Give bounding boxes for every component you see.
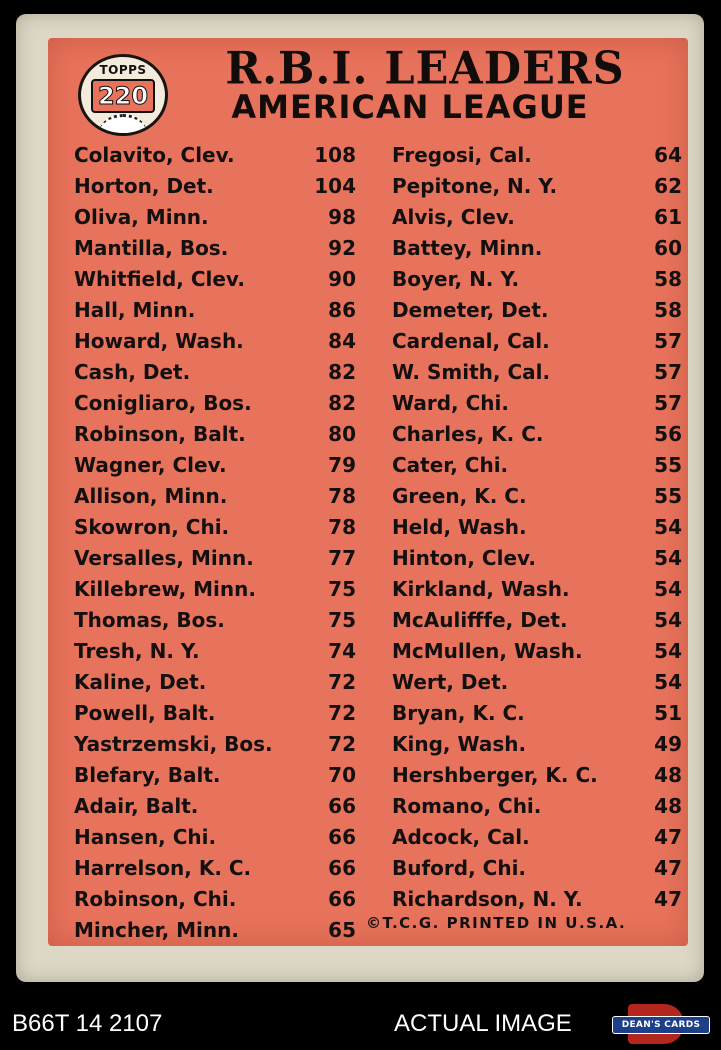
player-name: Howard, Wash. [74, 329, 244, 353]
player-name: Richardson, N. Y. [392, 887, 583, 911]
player-name: Allison, Minn. [74, 484, 228, 508]
player-name: Mincher, Minn. [74, 918, 239, 942]
rbi-value: 80 [328, 422, 356, 446]
leader-row [74, 605, 356, 636]
rbi-value: 90 [328, 267, 356, 291]
rbi-value: 62 [654, 174, 682, 198]
player-name: Versalles, Minn. [74, 546, 254, 570]
leader-row [74, 698, 356, 729]
rbi-value: 56 [654, 422, 682, 446]
player-name: Tresh, N. Y. [74, 639, 200, 663]
rbi-value: 47 [654, 825, 682, 849]
player-name: Powell, Balt. [74, 701, 216, 725]
deans-cards-logo [612, 1004, 708, 1044]
leader-row [74, 140, 356, 171]
player-name: Romano, Chi. [392, 794, 542, 818]
player-name: Colavito, Clev. [74, 143, 235, 167]
player-name: Killebrew, Minn. [74, 577, 256, 601]
leader-row [392, 202, 682, 233]
rbi-value: 47 [654, 856, 682, 880]
player-name: McAulifffe, Det. [392, 608, 568, 632]
player-name: McMullen, Wash. [392, 639, 583, 663]
player-name: Ward, Chi. [392, 391, 509, 415]
rbi-value: 54 [654, 608, 682, 632]
leader-row [392, 853, 682, 884]
rbi-value: 66 [328, 887, 356, 911]
rbi-value: 92 [328, 236, 356, 260]
leader-row [74, 264, 356, 295]
rbi-value: 54 [654, 546, 682, 570]
rbi-value: 79 [328, 453, 356, 477]
leader-row [392, 574, 682, 605]
leader-row [74, 357, 356, 388]
player-name: Alvis, Clev. [392, 205, 515, 229]
rbi-value: 57 [654, 391, 682, 415]
leader-row [392, 264, 682, 295]
player-name: Harrelson, K. C. [74, 856, 252, 880]
player-name: Hall, Minn. [74, 298, 196, 322]
leader-row [74, 326, 356, 357]
rbi-value: 104 [314, 174, 356, 198]
rbi-value: 51 [654, 701, 682, 725]
leader-row [392, 636, 682, 667]
rbi-value: 49 [654, 732, 682, 756]
card-number: 220 [91, 79, 155, 113]
rbi-value: 108 [314, 143, 356, 167]
player-name: Wert, Det. [392, 670, 509, 694]
rbi-value: 57 [654, 329, 682, 353]
rbi-value: 98 [328, 205, 356, 229]
player-name: Hershberger, K. C. [392, 763, 598, 787]
leader-row [392, 884, 682, 915]
leader-row [392, 295, 682, 326]
rbi-value: 57 [654, 360, 682, 384]
rbi-value: 82 [328, 360, 356, 384]
player-name: Skowron, Chi. [74, 515, 230, 539]
leader-row [74, 853, 356, 884]
leader-row [392, 140, 682, 171]
player-name: Adair, Balt. [74, 794, 199, 818]
rbi-value: 74 [328, 639, 356, 663]
leader-row [392, 760, 682, 791]
rbi-value: 54 [654, 515, 682, 539]
player-name: Fregosi, Cal. [392, 143, 532, 167]
player-name: Whitfield, Clev. [74, 267, 245, 291]
rbi-value: 66 [328, 856, 356, 880]
leader-row [392, 481, 682, 512]
left-leaders-list [74, 140, 356, 946]
leader-row [74, 574, 356, 605]
player-name: Hinton, Clev. [392, 546, 537, 570]
player-name: Wagner, Clev. [74, 453, 227, 477]
rbi-value: 64 [654, 143, 682, 167]
leader-row [392, 698, 682, 729]
card-number-badge [78, 54, 168, 136]
leader-row [392, 419, 682, 450]
player-name: Blefary, Balt. [74, 763, 221, 787]
player-name: Demeter, Det. [392, 298, 549, 322]
rbi-value: 86 [328, 298, 356, 322]
leader-row [74, 543, 356, 574]
player-name: Adcock, Cal. [392, 825, 530, 849]
leader-row [74, 760, 356, 791]
rbi-value: 55 [654, 453, 682, 477]
leader-row [392, 171, 682, 202]
right-leaders-list [392, 140, 682, 915]
leader-row [74, 450, 356, 481]
player-name: Cater, Chi. [392, 453, 509, 477]
rbi-value: 54 [654, 577, 682, 601]
player-name: W. Smith, Cal. [392, 360, 551, 384]
player-name: Horton, Det. [74, 174, 214, 198]
rbi-value: 70 [328, 763, 356, 787]
player-name: Pepitone, N. Y. [392, 174, 558, 198]
brand-label: TOPPS [99, 63, 147, 77]
rbi-value: 75 [328, 577, 356, 601]
player-name: Cash, Det. [74, 360, 191, 384]
rbi-value: 66 [328, 794, 356, 818]
player-name: Conigliaro, Bos. [74, 391, 252, 415]
leader-row [392, 512, 682, 543]
player-name: Kirkland, Wash. [392, 577, 570, 601]
rbi-value: 72 [328, 701, 356, 725]
rbi-value: 60 [654, 236, 682, 260]
player-name: Held, Wash. [392, 515, 527, 539]
player-name: Cardenal, Cal. [392, 329, 550, 353]
leader-row [392, 388, 682, 419]
leader-row [74, 667, 356, 698]
leader-row [392, 667, 682, 698]
leader-row [74, 822, 356, 853]
card-subtitle: AMERICAN LEAGUE [231, 88, 589, 126]
player-name: Boyer, N. Y. [392, 267, 520, 291]
rbi-value: 77 [328, 546, 356, 570]
leader-row [74, 419, 356, 450]
baseball-icon [99, 114, 147, 136]
leader-row [392, 233, 682, 264]
leader-row [74, 729, 356, 760]
leader-row [392, 450, 682, 481]
rbi-value: 58 [654, 298, 682, 322]
leader-row [74, 636, 356, 667]
rbi-value: 48 [654, 763, 682, 787]
leader-row [74, 791, 356, 822]
player-name: Thomas, Bos. [74, 608, 225, 632]
copyright-note: ©T.C.G. PRINTED IN U.S.A. [366, 914, 627, 932]
leader-row [74, 512, 356, 543]
rbi-value: 84 [328, 329, 356, 353]
leader-row [74, 295, 356, 326]
rbi-value: 72 [328, 670, 356, 694]
player-name: Robinson, Chi. [74, 887, 237, 911]
player-name: Bryan, K. C. [392, 701, 525, 725]
player-name: Buford, Chi. [392, 856, 527, 880]
rbi-value: 78 [328, 515, 356, 539]
rbi-value: 58 [654, 267, 682, 291]
inventory-code: B66T 14 2107 [12, 1010, 163, 1037]
leader-row [74, 171, 356, 202]
rbi-value: 65 [328, 918, 356, 942]
leader-row [74, 388, 356, 419]
player-name: Yastrzemski, Bos. [74, 732, 273, 756]
player-name: Charles, K. C. [392, 422, 544, 446]
rbi-value: 61 [654, 205, 682, 229]
player-name: Green, K. C. [392, 484, 527, 508]
rbi-value: 75 [328, 608, 356, 632]
logo-text: DEAN'S CARDS [612, 1016, 710, 1034]
leader-row [74, 915, 356, 946]
player-name: Mantilla, Bos. [74, 236, 229, 260]
leader-row [392, 326, 682, 357]
leader-row [74, 481, 356, 512]
rbi-value: 47 [654, 887, 682, 911]
player-name: Oliva, Minn. [74, 205, 209, 229]
card-title: R.B.I. LEADERS [225, 42, 625, 96]
leader-row [392, 791, 682, 822]
leader-row [392, 605, 682, 636]
rbi-value: 48 [654, 794, 682, 818]
player-name: Kaline, Det. [74, 670, 207, 694]
leader-row [392, 543, 682, 574]
leader-row [74, 233, 356, 264]
rbi-value: 82 [328, 391, 356, 415]
leader-row [74, 884, 356, 915]
player-name: Battey, Minn. [392, 236, 543, 260]
player-name: Hansen, Chi. [74, 825, 217, 849]
leader-row [392, 729, 682, 760]
rbi-value: 72 [328, 732, 356, 756]
rbi-value: 55 [654, 484, 682, 508]
rbi-value: 78 [328, 484, 356, 508]
player-name: Robinson, Balt. [74, 422, 246, 446]
leader-row [392, 822, 682, 853]
leader-row [74, 202, 356, 233]
rbi-value: 66 [328, 825, 356, 849]
actual-image-label: ACTUAL IMAGE [394, 1010, 572, 1037]
player-name: King, Wash. [392, 732, 527, 756]
rbi-value: 54 [654, 670, 682, 694]
leader-row [392, 357, 682, 388]
rbi-value: 54 [654, 639, 682, 663]
